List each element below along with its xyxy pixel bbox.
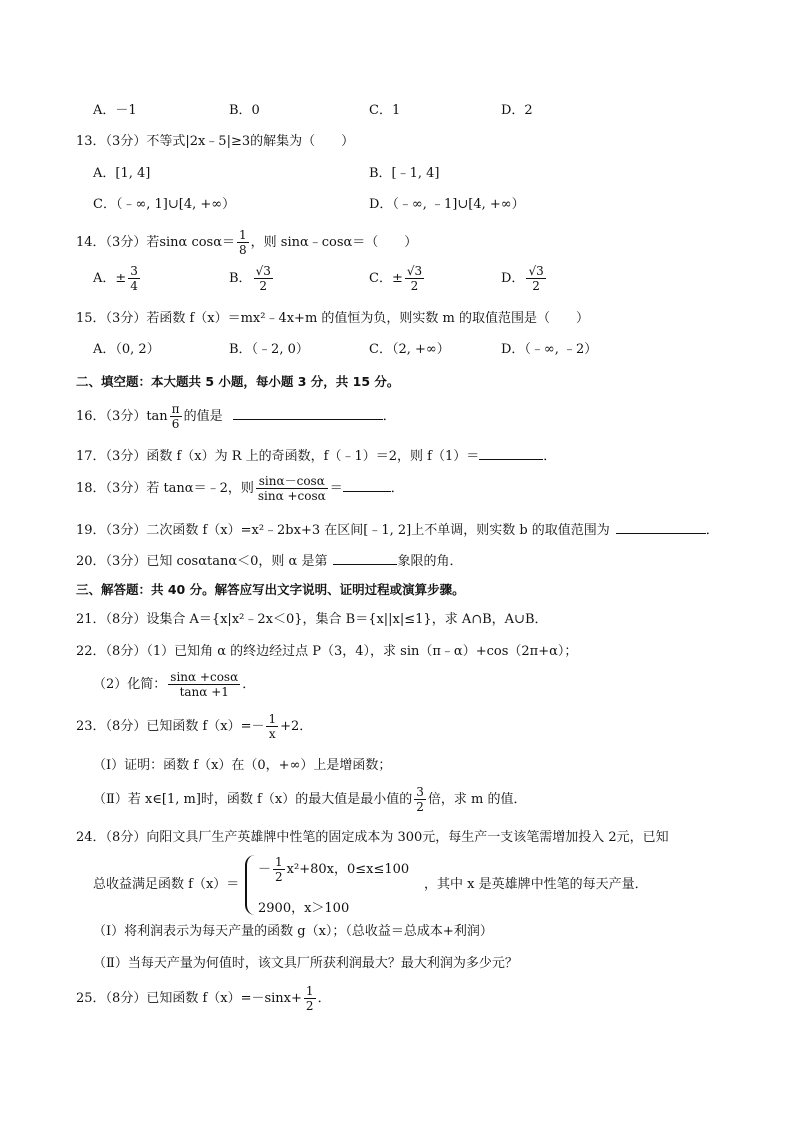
q16-num: π	[171, 402, 180, 416]
q23-prefix: 23．（8分）已知函数 f（x）=－	[76, 719, 265, 734]
q12-option-b: B．0	[229, 103, 260, 118]
q14-option-a	[93, 264, 142, 294]
q24-line2-prefix: 总收益满足函数 f（x）＝	[93, 877, 240, 892]
q14-fraction	[237, 228, 249, 257]
q18-answer-blank[interactable]	[343, 477, 391, 492]
q24-piece1-pre: －	[258, 862, 272, 877]
q14-opt-d-frac	[526, 264, 545, 293]
q24-piece1-body: x²+80x，0≤x≤100	[286, 862, 410, 877]
q18-prefix: 18．（3分）若 tanα＝﹣2，则	[76, 481, 254, 496]
q13-option-c: C．（﹣∞, 1]∪[4, +∞）	[93, 197, 236, 212]
q24-piece-2: 2900，x＞100	[258, 901, 350, 916]
q22-part2	[93, 668, 255, 702]
q14-opt-a-den: 4	[130, 279, 138, 293]
q17-text: 17．（3分）函数 f（x）为 R 上的奇函数，f（﹣1）＝2，则 f（1）＝	[76, 449, 480, 464]
q18-den: sinα +cosα	[257, 489, 326, 503]
q22-num: sinα +cosα	[170, 670, 239, 684]
q24-part1: （Ⅰ）将利润表示为每天产量的函数 g（x）；（总收益＝总成本+利润）	[93, 924, 493, 939]
q15-stem: 15．（3分）若函数 f（x）＝mx²﹣4x+m 的值恒为负，则实数 m 的取值范围是（ ）	[76, 311, 590, 326]
q14-opt-d-den: 2	[532, 279, 540, 293]
q14-opt-c-frac	[405, 264, 424, 293]
q18-end: ．	[390, 481, 404, 496]
q23-fraction	[266, 712, 278, 741]
q14-option-b	[229, 264, 275, 294]
q14-opt-d-num: √3	[528, 264, 544, 278]
q16-prefix: 16．（3分）tan	[76, 409, 168, 424]
q16-end: ．	[382, 409, 396, 424]
q12-option-a: A．－1	[93, 103, 137, 118]
q20-end: 象限的角．	[397, 554, 463, 569]
q14-opt-a-label: A．±	[93, 271, 127, 286]
q15-option-c: C．（2, +∞）	[369, 342, 450, 357]
q17-end: ．	[543, 449, 557, 464]
q25-stem	[76, 984, 331, 1014]
q22-den: tanα +1	[179, 685, 229, 699]
q20-answer-blank[interactable]	[333, 550, 397, 565]
q23-part2-suffix: 倍，求 m 的值．	[427, 792, 527, 807]
q14-opt-a-frac	[128, 264, 140, 293]
q21-stem: 21．（8分）设集合 A＝{x|x²﹣2x＜0}，集合 B＝{x||x|≤1}，求 A∩B，A∪B．	[76, 612, 548, 627]
q23-part1: （Ⅰ）证明：函数 f（x）在（0，+∞）上是增函数；	[93, 758, 392, 773]
q17-answer-blank[interactable]	[479, 445, 543, 460]
q14-option-d	[501, 264, 548, 294]
q18-num: sinα－cosα	[258, 474, 325, 488]
q22-end: ．	[242, 677, 256, 692]
q22-part2-prefix: （2）化简：	[93, 677, 167, 692]
q15-option-a: A．（0, 2）	[93, 342, 160, 357]
q19-text: 19．（3分）二次函数 f（x）=x²﹣2bx+3 在区间[﹣1, 2]上不单调，则实数 b 的取值范围为	[76, 523, 610, 538]
q19-answer-blank[interactable]	[616, 519, 706, 534]
q14-opt-b-num: √3	[255, 264, 271, 278]
q14-opt-b-label: B．	[229, 271, 252, 286]
q25-num: 1	[305, 984, 314, 998]
q16-stem	[76, 402, 396, 431]
q14-frac-num: 1	[239, 228, 247, 242]
q23-part2-fraction	[414, 785, 426, 814]
q12-option-d: D．2	[501, 103, 533, 118]
q19-end: ．	[705, 523, 719, 538]
q14-option-c	[369, 264, 426, 294]
q13-option-b: B．[﹣1, 4]	[369, 166, 440, 181]
q14-suffix: ，则 sinα﹣cosα＝（ ）	[250, 235, 418, 250]
q24-line1: 24．（8分）向阳文具厂生产英雄牌中性笔的固定成本为 300元，每生产一支该笔需增加投入 2元，已知	[76, 830, 669, 845]
q24-piece-1	[258, 855, 409, 884]
q24-part2: （Ⅱ）当每天产量为何值时，该文具厂所获利润最大？最大利润为多少元？	[93, 956, 518, 971]
q17-stem	[76, 445, 556, 466]
q13-option-a: A．[1, 4]	[93, 166, 151, 181]
q24-piecewise-brace	[245, 855, 257, 915]
q23-part2-den: 2	[416, 800, 424, 814]
q15-option-b: B．（﹣2, 0）	[229, 342, 309, 357]
q14-opt-b-den: 2	[259, 279, 268, 293]
q14-expr: sinα cosα＝	[159, 235, 235, 250]
q14-opt-c-den: 2	[410, 279, 419, 293]
q15-option-d: D．（﹣∞, ﹣2）	[501, 342, 598, 357]
q23-suffix: +2．	[280, 719, 313, 734]
q16-suffix: 的值是	[183, 409, 223, 424]
q25-end: ．	[317, 991, 331, 1006]
q16-den: 6	[171, 417, 180, 431]
q23-den: x	[268, 727, 276, 741]
q25-fraction	[304, 984, 316, 1013]
q18-fraction	[256, 474, 328, 503]
q25-den: 2	[305, 999, 314, 1013]
q14-prefix: 14．（3分）若	[76, 235, 160, 250]
q24-line2-suffix: ，其中 x 是英雄牌中性笔的每天产量．	[424, 877, 648, 892]
q23-part2-prefix: （Ⅱ）若 x∈[1, m]时，函数 f（x）的最大值是最小值的	[93, 792, 413, 807]
q14-opt-b-frac	[254, 264, 273, 293]
q20-stem	[76, 550, 462, 571]
q20-text: 20．（3分）已知 cosαtanα＜0，则 α 是第	[76, 554, 328, 569]
q23-part2-num: 3	[416, 785, 424, 799]
q13-option-d: D．（﹣∞, ﹣1]∪[4, +∞）	[369, 197, 525, 212]
q22-part1: 22．（8分）（1）已知角 α 的终边经过点 P（3，4），求 sin（π﹣α）+cos（2π+α）；	[76, 644, 578, 659]
q14-opt-c-label: C．±	[369, 271, 403, 286]
q18-eq: ＝	[329, 481, 343, 496]
q14-opt-c-num: √3	[406, 264, 423, 278]
q14-opt-d-label: D．	[501, 271, 525, 286]
q19-stem	[76, 519, 719, 540]
q13-stem: 13．（3分）不等式|2x﹣5|≥3的解集为（ ）	[76, 134, 355, 149]
q23-part2	[93, 785, 526, 815]
q16-answer-blank[interactable]	[233, 405, 383, 420]
q14-opt-a-num: 3	[130, 264, 138, 278]
q14-stem	[76, 228, 417, 257]
q23-num: 1	[268, 712, 277, 726]
q12-option-c: C．1	[369, 103, 401, 118]
q16-fraction	[170, 402, 182, 431]
q18-stem	[76, 474, 404, 504]
q24-piece1-den: 2	[275, 870, 283, 884]
q24-piece1-num: 1	[275, 855, 283, 869]
q24-piece1-fraction	[273, 855, 285, 884]
q22-fraction	[168, 670, 240, 699]
section-2-heading: 二、填空题：本大题共 5 小题，每小题 3 分，共 15 分。	[76, 374, 400, 389]
q25-prefix: 25．（8分）已知函数 f（x）=－sinx+	[76, 991, 302, 1006]
q14-frac-den: 8	[239, 243, 247, 257]
q23-stem	[76, 712, 312, 742]
section-3-heading: 三、解答题：共 40 分。解答应写出文字说明、证明过程或演算步骤。	[76, 582, 465, 597]
